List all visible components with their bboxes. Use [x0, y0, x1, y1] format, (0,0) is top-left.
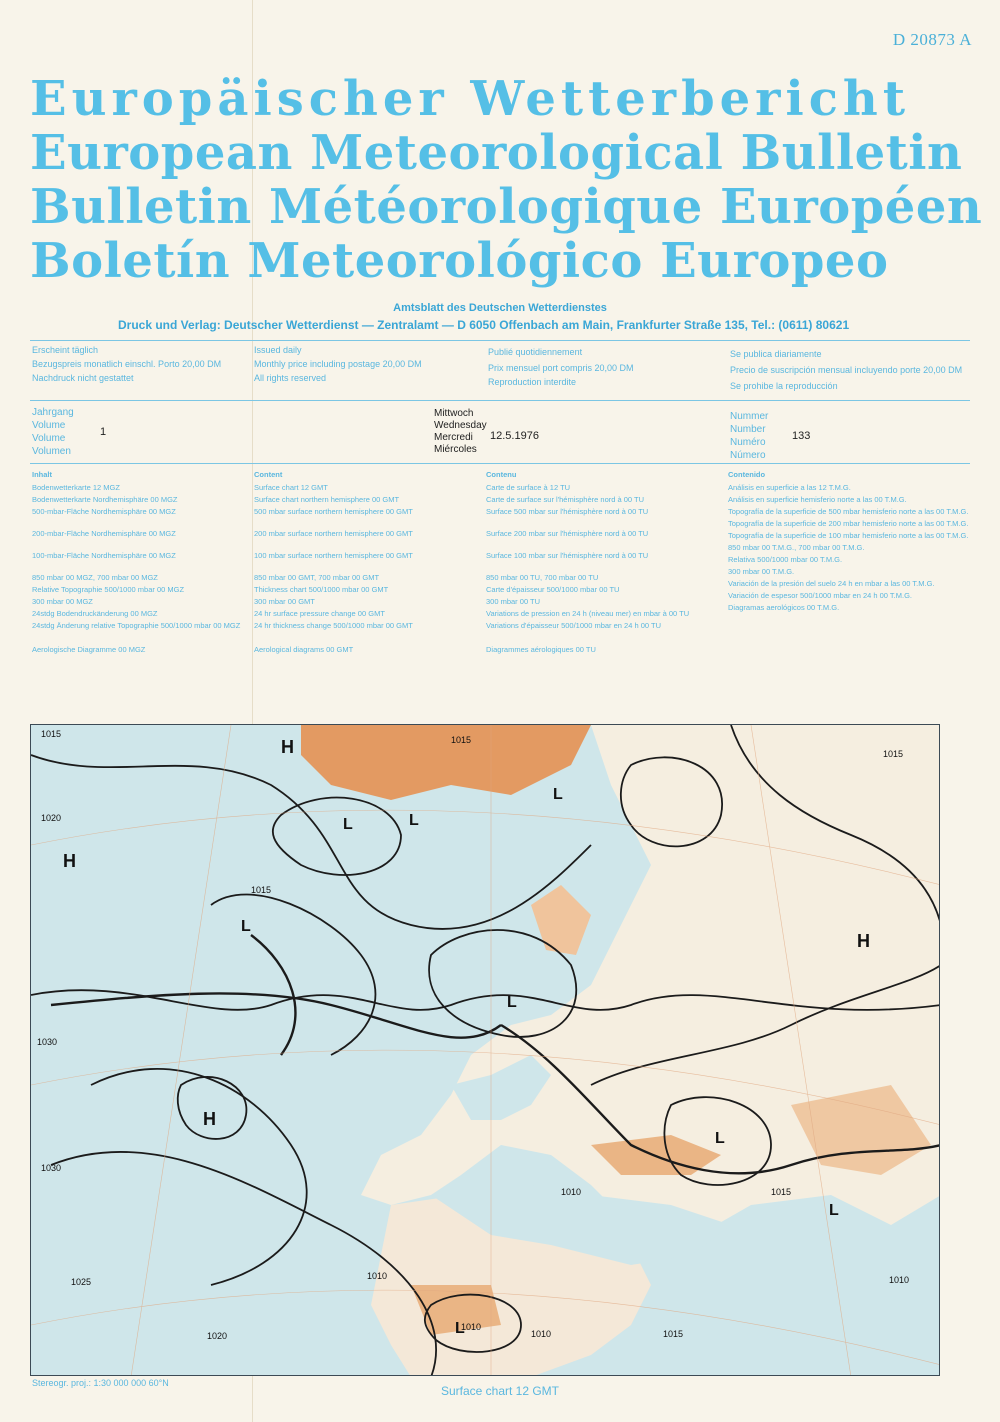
- low-pressure-marker: L: [343, 816, 353, 833]
- publisher-line: Druck und Verlag: Deutscher Wetterdienst — Zentralamt — D 6050 Offenbach am Main, Frankfurter Straße 135, Tel.: (0611) 80621: [118, 318, 850, 332]
- isobar-value: 1020: [207, 1331, 228, 1341]
- isobar-value: 1015: [883, 749, 904, 759]
- number-labels: Nummer Number Numéro Número: [730, 411, 769, 461]
- isobar-value: 1010: [531, 1329, 552, 1339]
- surface-chart-svg: [31, 725, 940, 1376]
- low-pressure-marker: L: [507, 994, 517, 1011]
- low-pressure-marker: L: [715, 1130, 725, 1147]
- official-gazette-line: Amtsblatt des Deutschen Wetterdienstes: [393, 302, 607, 314]
- chart-caption: Surface chart 12 GMT: [440, 1384, 560, 1398]
- weekday-labels: Mittwoch Wednesday Mercredi Miércoles: [434, 408, 487, 455]
- surface-chart-map: [30, 724, 940, 1376]
- high-pressure-marker: H: [857, 931, 870, 951]
- contents-de: Inhalt Bodenwetterkarte 12 MGZ Bodenwetterkarte Nordhemisphäre 00 MGZ 500-mbar-Fläche Nordhemisphäre 00 MGZ 200-mbar-Fläche Nordhemisphäre 00 MGZ 100-mbar-Fläche Nordhemisphäre 00 MGZ 850 mbar 00 MGZ, 700 mbar 00 MGZ Relative Topographie 500/1000 mbar 00 MGZ 300 mbar 00 MGZ 24stdg Bodendruckänderung 00 MGZ 24stdg Änderung relative Topographie 500/1000 mbar 00 MGZ Aerologische Diagramme 00 MGZ: [32, 470, 241, 654]
- isobar-value: 1025: [71, 1277, 92, 1287]
- issue-number: 133: [792, 430, 811, 442]
- contents-en: Content Surface chart 12 GMT Surface chart northern hemisphere 00 GMT 500 mbar surface northern hemisphere 00 GMT 200 mbar surface northern hemisphere 00 GMT 100 mbar surface northern hemisphere 00 GMT 850 mbar 00 GMT, 700 mbar 00 GMT Thickness chart 500/1000 mbar 00 GMT 300 mbar 00 GMT 24 hr surface pressure change 00 GMT 24 hr thickness change 500/1000 mbar 00 GMT Aerological diagrams 00 GMT: [254, 470, 413, 654]
- isobar-value: 1010: [367, 1271, 388, 1281]
- info-fr: Publié quotidiennement Prix mensuel port compris 20,00 DM Reproduction interdite: [488, 347, 634, 387]
- title-german: Europäischer Wetterbericht: [30, 71, 910, 127]
- low-pressure-marker: L: [455, 1320, 465, 1337]
- title-block: [30, 71, 983, 289]
- low-pressure-marker: L: [553, 786, 563, 803]
- isobar-value: 1015: [663, 1329, 684, 1339]
- contents-es: Contenido Análisis en superficie a las 12 T.M.G. Análisis en superficie hemisferio norte a las 00 T.M.G. Topografía de la superficie de 500 mbar hemisferio norte a las 00 T.M.G. Topografía de la superficie de 200 mbar hemisferio norte a las 00 T.M.G. Topografía de la superficie de 100 mbar hemisferio norte a las 00 T.M.G. 850 mbar 00 T.M.G., 700 mbar 00 T.M.G. Relativa 500/1000 mbar 00 T.M.G. 300 mbar 00 T.M.G. Variación de la presión del suelo 24 h en mbar a las 00 T.M.G. Variación de espesor 500/1000 mbar en 24 h 00 T.M.G. Diagramas aerológicos 00 T.M.G.: [728, 470, 969, 612]
- high-pressure-marker: H: [63, 851, 76, 871]
- high-pressure-marker: H: [203, 1109, 216, 1129]
- isobar-value: 1030: [37, 1037, 58, 1047]
- isobar-value: 1015: [251, 885, 272, 895]
- divider: [30, 400, 970, 401]
- low-pressure-marker: L: [241, 918, 251, 935]
- title-spanish: Boletín Meteorológico Europeo: [30, 233, 889, 289]
- volume-labels: Jahrgang Volume Volume Volumen: [32, 407, 74, 457]
- isobar-value: 1030: [41, 1163, 62, 1173]
- info-de: Erscheint täglich Bezugspreis monatlich einschl. Porto 20,00 DM Nachdruck nicht gestattet: [32, 345, 222, 383]
- isobar-value: 1015: [451, 735, 472, 745]
- isobar-value: 1015: [41, 729, 62, 739]
- divider: [30, 340, 970, 341]
- isobar-value: 1010: [461, 1322, 482, 1332]
- isobar-value: 1015: [771, 1187, 792, 1197]
- isobar-value: 1010: [889, 1275, 910, 1285]
- document-code: D 20873 A: [892, 30, 972, 49]
- contents-fr: Contenu Carte de surface à 12 TU Carte de surface sur l'hémisphère nord à 00 TU Surface 500 mbar sur l'hémisphère nord à 00 TU Surface 200 mbar sur l'hémisphère nord à 00 TU Surface 100 mbar sur l'hémisphère nord à 00 TU 850 mbar 00 TU, 700 mbar 00 TU Carte d'épaisseur 500/1000 mbar 00 TU 300 mbar 00 TU Variations de pression en 24 h (niveau mer) en mbar à 00 TU Variations d'épaisseur 500/1000 mbar en 24 h 00 TU Diagrammes aérologiques 00 TU: [486, 470, 690, 654]
- low-pressure-marker: L: [829, 1202, 839, 1219]
- info-en: Issued daily Monthly price including postage 20,00 DM All rights reserved: [254, 345, 422, 383]
- divider: [30, 463, 970, 464]
- title-french: Bulletin Météorologique Européen: [30, 179, 983, 235]
- low-pressure-marker: L: [409, 812, 419, 829]
- isobar-value: 1020: [41, 813, 62, 823]
- projection-note: Stereogr. proj.: 1:30 000 000 60°N: [32, 1378, 169, 1388]
- high-pressure-marker: H: [281, 737, 294, 757]
- title-english: European Meteorological Bulletin: [30, 125, 963, 181]
- issue-date: 12.5.1976: [490, 430, 539, 442]
- volume-number: 1: [100, 426, 107, 438]
- info-es: Se publica diariamente Precio de suscripción mensual incluyendo porte 20,00 DM Se prohibe la reproducción: [730, 349, 963, 391]
- isobar-value: 1010: [561, 1187, 582, 1197]
